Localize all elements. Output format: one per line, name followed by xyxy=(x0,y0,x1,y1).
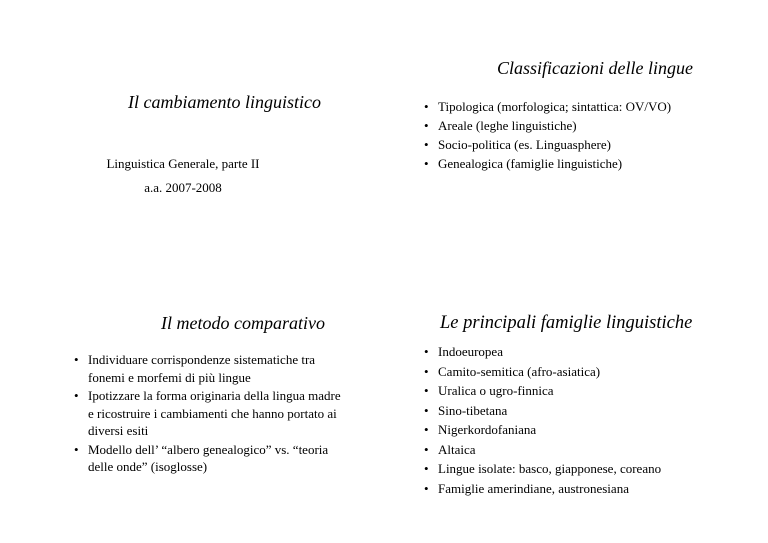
list-item: • Famiglie amerindiane, austronesiana xyxy=(424,479,661,499)
list-item: • Nigerkordofaniana xyxy=(424,420,661,440)
bullet-icon: • xyxy=(424,156,429,171)
bullet-icon: • xyxy=(424,99,429,114)
slide-4-bullet-list xyxy=(424,342,661,498)
list-item: • Uralica o ugro-finnica xyxy=(424,381,661,401)
list-item: • Indoeuropea xyxy=(424,342,661,362)
list-item: • Modello dell’ “albero genealogico” vs. “teoria delle onde” (isoglosse) xyxy=(74,441,329,474)
slide-4 xyxy=(384,271,768,542)
list-item: • Tipologica (morfologica; sintattica: OV/VO) xyxy=(424,99,672,114)
list-item: • Lingue isolate: basco, giapponese, coreano xyxy=(424,459,661,479)
academic-year: a.a. 2007-2008 xyxy=(144,180,222,195)
bullet-icon: • xyxy=(424,363,429,379)
bullet-icon: • xyxy=(424,383,429,398)
bullet-icon: • xyxy=(424,480,429,496)
bullet-icon: • xyxy=(74,388,79,403)
bullet-icon: • xyxy=(424,441,429,457)
list-item: • Camito-semitica (afro-asiatica) xyxy=(424,362,661,382)
bullet-icon: • xyxy=(74,352,79,367)
list-item: • Genealogica (famiglie linguistiche) xyxy=(424,156,623,171)
bullet-icon: • xyxy=(424,402,429,418)
slide-2 xyxy=(384,0,768,271)
list-item: • Sino-tibetana xyxy=(424,401,661,421)
bullet-icon: • xyxy=(74,441,79,457)
list-item: • Areale (leghe linguistiche) xyxy=(424,118,577,133)
list-item: • Altaica xyxy=(424,440,661,460)
slide-1-subtitle xyxy=(78,152,288,200)
slide-1-title: Il cambiamento linguistico xyxy=(128,92,321,112)
bullet-icon: • xyxy=(424,118,429,133)
bullet-icon: • xyxy=(424,461,429,476)
list-item: • Individuare corrispondenze sistematiche tra fonemi e morfemi di più lingue xyxy=(74,352,316,385)
slide-3-bullet-list xyxy=(74,351,344,477)
bullet-icon: • xyxy=(424,137,429,152)
slide-1 xyxy=(0,0,384,271)
bullet-icon: • xyxy=(424,422,429,437)
course-name: Linguistica Generale, parte II xyxy=(106,156,260,171)
bullet-icon: • xyxy=(424,344,429,359)
slide-2-title: Classificazioni delle lingue xyxy=(497,58,693,78)
slide-2-bullet-list xyxy=(424,97,671,173)
list-item: • Ipotizzare la forma originaria della lingua madre e ricostruire i cambiamenti che hanno portato ai diversi esiti xyxy=(74,388,341,438)
list-item: • Socio-politica (es. Linguasphere) xyxy=(424,137,611,152)
slide-3 xyxy=(0,271,384,542)
slide-4-title: Le principali famiglie linguistiche xyxy=(440,313,693,333)
slide-3-title: Il metodo comparativo xyxy=(161,313,325,333)
